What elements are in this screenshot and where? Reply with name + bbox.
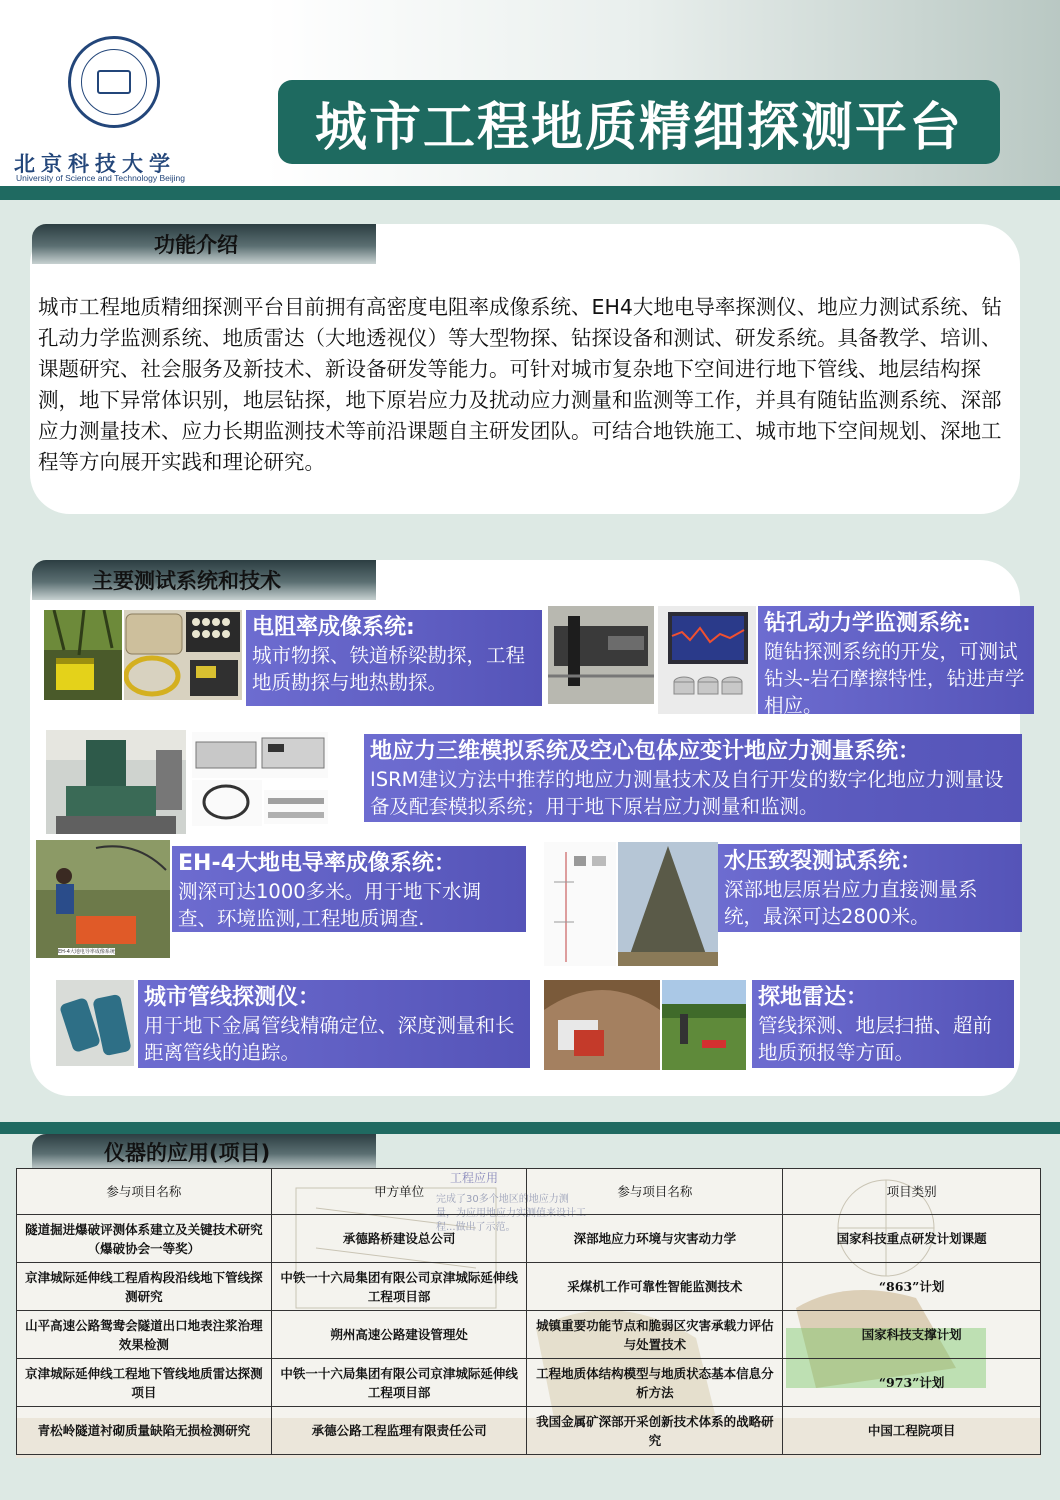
watermark-line-2: 量，为应用地应力实测值来设计工 [436,1208,586,1219]
university-logo [14,36,214,186]
table-cell: 中铁一十六局集团有限公司京津城际延伸线工程项目部 [271,1263,527,1311]
photo-pipeline-locator [56,980,134,1066]
column-header: 参与项目名称 [527,1169,783,1215]
info-box-pipeline [138,980,530,1068]
table-row [17,1311,1041,1359]
info-body-drilling: 随钻探测系统的开发，可测试钻头-岩石摩擦特性，钻进声学相应。 [764,640,1025,717]
info-body-radar: 管线探测、地层扫描、超前地质预报等方面。 [758,1014,993,1064]
info-body-resistivity: 城市物探、铁道桥梁勘探，工程地质勘探与地热勘探。 [252,644,526,694]
table-cell: 青松岭隧道衬砌质量缺陷无损检测研究 [17,1407,272,1455]
watermark-heading: 工程应用 [450,1171,499,1185]
info-box-radar [752,980,1014,1068]
table-cell: 京津城际延伸线工程地下管线地质雷达探测项目 [17,1359,272,1407]
info-title-stress: 地应力三维模拟系统及空心包体应变计地应力测量系统： [370,739,921,764]
info-box-hydraulic [718,844,1022,932]
table-cell: 深部地应力环境与灾害动力学 [527,1215,783,1263]
projects-section-tab [32,1134,376,1170]
systems-heading: 主要测试系统和技术 [92,569,281,593]
info-box-resistivity [246,610,542,706]
photo-hydraulic-rig [618,842,718,966]
photo-strain-gauge-device [192,732,328,778]
info-box-stress [364,734,1022,822]
table-cell: 国家科技支撑计划 [783,1311,1041,1359]
photo-drilling-rig [548,606,654,704]
photo-drilling-monitor [658,606,756,714]
eh4-photo-caption: EH-4大地电导率成像系统 [58,949,115,955]
projects-heading: 仪器的应用(项目) [104,1141,271,1165]
watermark-line-3: 程...做出了示范。 [436,1222,516,1233]
header [0,0,1060,190]
column-header: 项目类别 [783,1169,1041,1215]
table-cell: 京津城际延伸线工程盾构段沿线地下管线探测研究 [17,1263,272,1311]
table-cell: “973”计划 [783,1359,1041,1407]
info-title-pipeline: 城市管线探测仪： [144,985,321,1010]
page-title: 城市工程地质精细探测平台 [314,97,963,158]
photo-radar-field [662,980,746,1070]
table-row [17,1407,1041,1455]
intro-section-tab [32,224,376,264]
info-title-hydraulic: 水压致裂测试系统： [724,849,923,874]
info-box-eh4 [172,846,526,932]
photo-eh4-field [36,840,170,958]
table-cell: 中国工程院项目 [783,1407,1041,1455]
table-row [17,1215,1041,1263]
table-cell: 朔州高速公路建设管理处 [271,1311,527,1359]
title-banner [278,80,1000,164]
column-header: 甲方单位 [271,1169,527,1215]
info-title-resistivity: 电阻率成像系统: [252,615,415,640]
info-body-pipeline: 用于地下金属管线精确定位、深度测量和长距离管线的追踪。 [144,1014,515,1064]
photo-radar-tunnel [544,980,660,1070]
table-cell: 中铁一十六局集团有限公司京津城际延伸线工程项目部 [271,1359,527,1407]
bottom-divider [0,1122,1060,1134]
info-title-radar: 探地雷达： [758,985,869,1010]
university-seal-icon [68,36,160,128]
table-row [17,1263,1041,1311]
systems-section-tab [32,560,376,600]
table-cell: 承德公路工程监理有限责任公司 [271,1407,527,1455]
info-body-eh4: 测深可达1000多米。用于地下水调查、环境监测,工程地质调查. [178,880,482,930]
info-body-hydraulic: 深部地层原岩应力直接测量系统，最深可达2800米。 [724,878,978,928]
watermark-line-1: 完成了30多个地区的地应力测 [436,1194,569,1205]
photo-resistivity-equipment [124,610,242,700]
projects-table-container [16,1168,1041,1458]
photo-hydraulic-diagram [544,842,616,966]
photo-cable-coil [192,780,262,826]
table-cell: 国家科技重点研发计划课题 [783,1215,1041,1263]
table-cell: “863”计划 [783,1263,1041,1311]
logo-chinese-name: 北京科技大学 [14,151,176,176]
header-divider [0,186,1060,200]
table-cell: 城镇重要功能节点和脆弱区灾害承载力评估与处置技术 [527,1311,783,1359]
info-box-drilling [758,606,1034,717]
table-cell: 承德路桥建设总公司 [271,1215,527,1263]
table-cell: 隧道掘进爆破评测体系建立及关键技术研究（爆破协会一等奖） [17,1215,272,1263]
info-body-stress: ISRM建议方法中推荐的地应力测量技术及自行开发的数字化地应力测量设备及配套模拟系统；用于地下原岩应力测量和监测。 [370,768,1004,818]
table-cell: 我国金属矿深部开采创新技术体系的战略研究 [527,1407,783,1455]
photo-strain-cell [264,790,328,824]
intro-heading: 功能介绍 [154,233,238,257]
photo-resistivity-field [44,610,122,700]
projects-table [16,1168,1041,1455]
table-row [17,1359,1041,1407]
photo-stress-simulation [46,730,186,834]
intro-paragraph: 城市工程地质精细探测平台目前拥有高密度电阻率成像系统、EH4大地电导率探测仪、地应力测试系统、钻孔动力学监测系统、地质雷达（大地透视仪）等大型物探、钻探设备和测试、研发系统。具备教学、培训、课题研究、社会服务及新技术、新设备研发等能力。可针对城市复杂地下空间进行地下管线、地层结构探测，地下异常体识别，地层钻探，地下原岩应力及扰动应力测量和监测等工作，并具有随钻监测系统、深部应力测量技术、应力长期监测技术等前沿课题自主研发团队。可结合地铁施工、城市地下空间规划、深地工程等方向展开实践和理论研究。 [38,295,1002,474]
logo-english-name: University of Science and Technology Beijing [16,173,185,183]
column-header: 参与项目名称 [17,1169,272,1215]
table-cell: 采煤机工作可靠性智能监测技术 [527,1263,783,1311]
table-header-row [17,1169,1041,1215]
info-title-eh4: EH-4大地电导率成像系统： [178,851,456,876]
table-cell: 山平高速公路鸳鸯会隧道出口地表注浆治理效果检测 [17,1311,272,1359]
info-title-drilling: 钻孔动力学监测系统: [764,611,971,636]
table-cell: 工程地质体结构模型与地质状态基本信息分析方法 [527,1359,783,1407]
